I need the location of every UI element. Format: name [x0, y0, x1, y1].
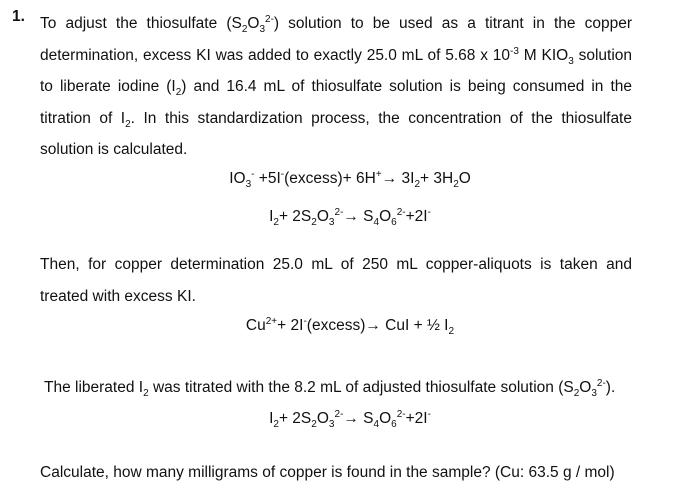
question-text: Calculate, how many milligrams of copper is found in the sample? (Cu: 63.5 g / mol) [40, 464, 615, 481]
intro-paragraph: To adjust the thiosulfate $(S_2O_3^{2-})$ solution to be used as a titrant in the copper determination, excess KI was added to exactly 25.0 mL of 5.68 x $10^{-3}$ M $KIO_3$ solution to liberate iodine $(I_2)$ and 16.4 mL of thiosulfate solution is being consumed in the titration of $I_2$. In this standardization process, the concentration of the thiosulfate solution is calculated. [40, 13, 632, 158]
equation-thiosulfate-2: $I_2+ 2S_2O_3^{2-}\to S_4O_6^{2-}+2I^-$ [269, 408, 431, 431]
liberated-iodine-sentence: The liberated $I_2$ was titrated with the 8.2 mL of adjusted thiosulfate solution $(S_2O_3^{2-})$. [44, 377, 616, 400]
copper-paragraph: Then, for copper determination 25.0 mL of 250 mL copper-aliquots is taken and treated with excess KI. [40, 256, 632, 305]
problem-number: 1. [12, 8, 25, 25]
equation-thiosulfate-1: $I_2+ 2S_2O_3^{2-}\to S_4O_6^{2-}+2I^-$ [269, 206, 431, 229]
equation-iodate: $IO_3^-$ +5I-(excess)+ $6H^+\to 3I_2+ 3H_2O$ [229, 168, 471, 191]
equation-copper: $Cu^{2+}+$ 2I-(excess)→ CuI + ½ $I_2$ [245, 315, 455, 338]
